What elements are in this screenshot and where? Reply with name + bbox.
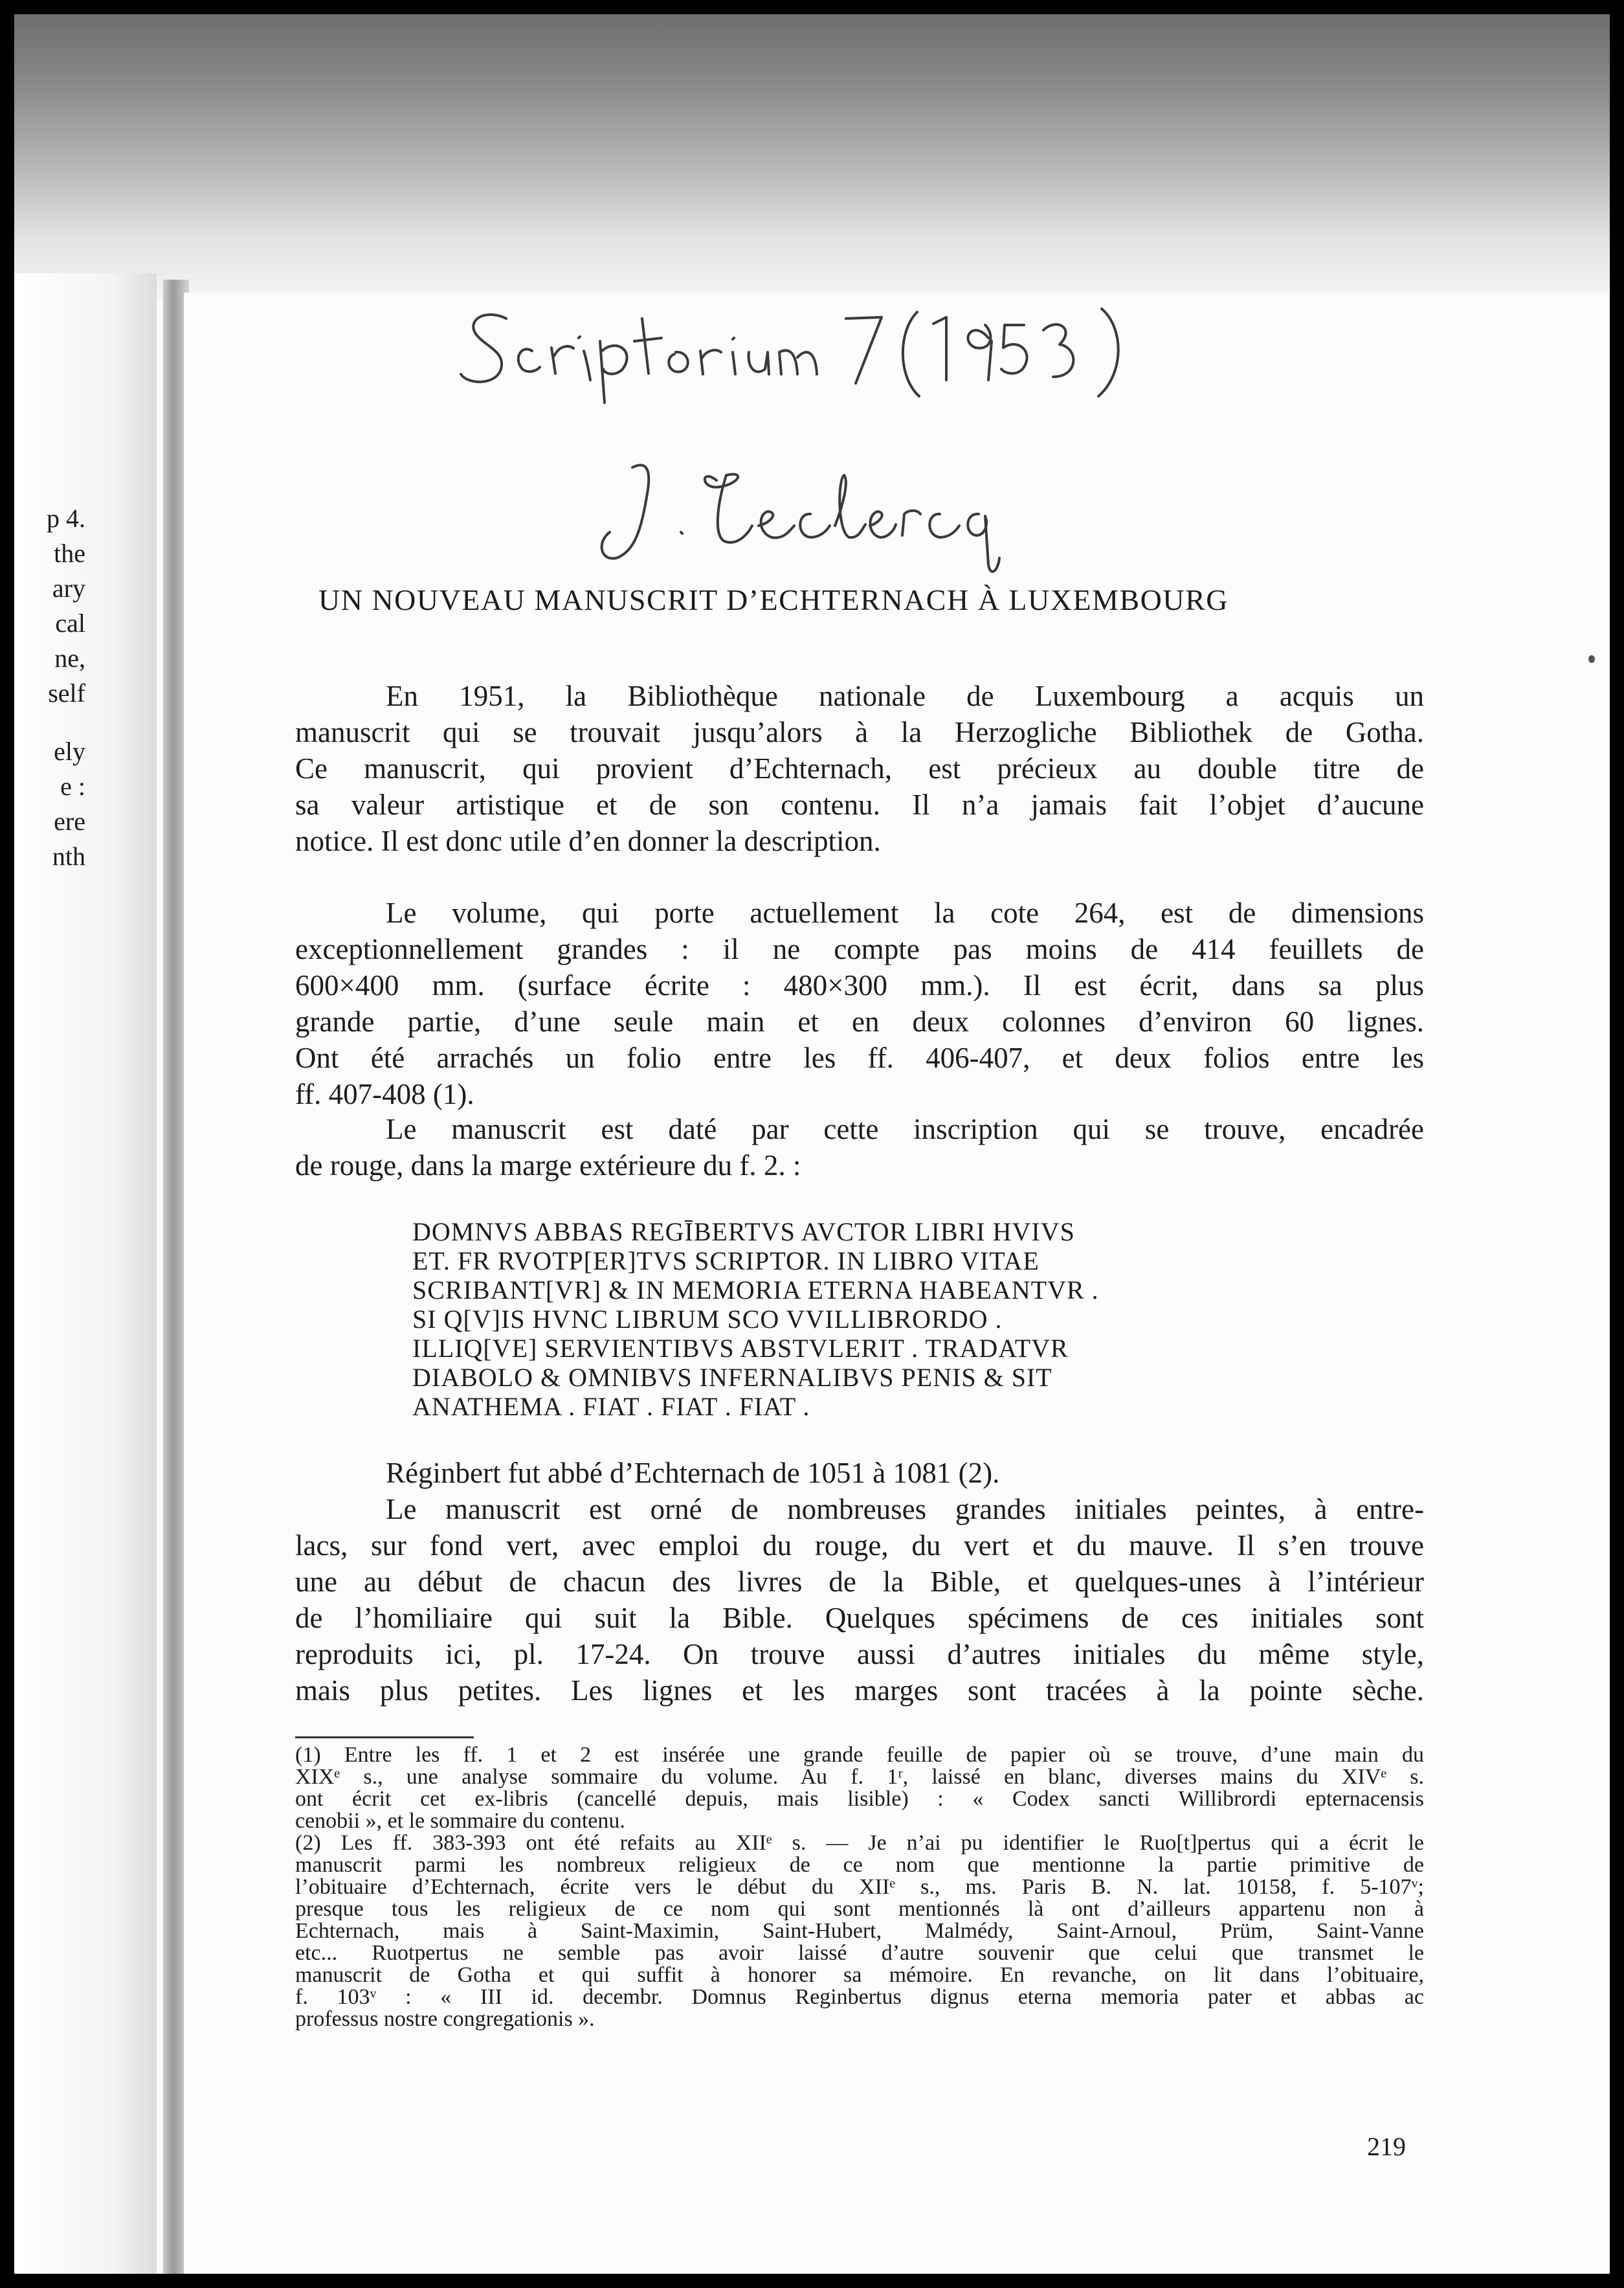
handwritten-source-note (461, 309, 1118, 403)
footnote-line: presque tous les religieux de ce nom qui sont mentionnés là ont d’ailleurs appartenu non à (295, 1897, 1424, 1921)
paragraph-2 (295, 895, 1424, 1112)
text-line: mais plus petites. Les lignes et les marges sont tracées à la pointe sèche. (295, 1674, 1424, 1707)
text-line: ff. 407-408 (1). (295, 1078, 474, 1110)
inscription-line: SI Q[V]IS HVNC LIBRUM SCO VVILLIBRORDO . (412, 1305, 1003, 1334)
left-fragment: ne, (54, 644, 85, 673)
inscription-line: SCRIBANT[VR] & IN MEMORIA ETERNA HABEANTVR . (412, 1275, 1099, 1305)
text-line: exceptionnellement grandes : il ne compte pas moins de 414 feuillets de (295, 933, 1424, 965)
text-line-content: Réginbert fut abbé d’Echternach de 1051 à 1081 (2). (386, 1457, 1000, 1489)
page-number: 219 (1367, 2132, 1406, 2161)
text-line: sa valeur artistique et de son contenu. Il n’a jamais fait l’objet d’aucune (295, 789, 1424, 821)
handwritten-annotations (14, 14, 1610, 597)
left-fragment (14, 711, 85, 734)
text-line: Ce manuscrit, qui provient d’Echternach, est précieux au double titre de (295, 752, 1424, 785)
footnote-line: l’obituaire d’Echternach, écrite vers le début du XIIᵉ s., ms. Paris B. N. lat. 10158, f. 5-107ᵛ; (295, 1875, 1424, 1899)
text-line (295, 1455, 1424, 1491)
left-fragment: ely (54, 737, 85, 766)
speck-mark (1588, 655, 1595, 663)
scan-area (14, 14, 1610, 2274)
footnote-line: manuscrit de Gotha et qui suffit à honorer sa mémoire. En revanche, on lit dans l’obituaire, (295, 1963, 1424, 1987)
text-line-content: Le manuscrit est orné de nombreuses grandes initiales peintes, à entre- (386, 1493, 1424, 1525)
paragraph-3 (295, 1111, 1424, 1183)
left-fragment: self (48, 679, 85, 708)
left-fragment: ere (54, 807, 85, 836)
inscription-line: ANATHEMA . FIAT . FIAT . FIAT . (412, 1392, 810, 1421)
text-line: grande partie, d’une seule main et en deux colonnes d’environ 60 lignes. (295, 1005, 1424, 1038)
footnote-line: cenobii », et le sommaire du contenu. (295, 1809, 625, 1833)
text-line-content: Le volume, qui porte actuellement la cote 264, est de dimensions (386, 897, 1424, 929)
footnote-line: professus nostre congregationis ». (295, 2007, 595, 2031)
footnote-line: XIXᵉ s., une analyse sommaire du volume. Au f. 1ʳ, laissé en blanc, diverses mains du XIVᵉ s. (295, 1765, 1424, 1789)
footnote-line: ont écrit cet ex-libris (cancellé depuis, mais lisible) : « Codex sancti Willibrordi epternacensis (295, 1787, 1424, 1811)
inscription-line: ILLIQ[VE] SERVIENTIBVS ABSTVLERIT . TRADATVR (412, 1334, 1069, 1363)
footnote-line: etc... Ruotpertus ne semble pas avoir laissé d’autre souvenir que celui que transmet le (295, 1941, 1424, 1965)
paragraph-1 (295, 678, 1424, 859)
footnote-line: (1) Entre les ff. 1 et 2 est insérée une grande feuille de papier où se trouve, d’une main du (295, 1743, 1424, 1767)
left-fragment: nth (52, 842, 85, 871)
footnote-line: (2) Les ff. 383-393 ont été refaits au XIIᵉ s. — Je n’ai pu identifier le Ruo[t]pertus qui a écrit le (295, 1831, 1424, 1855)
footnotes (295, 1744, 1424, 2030)
inscription-line: DIABOLO & OMNIBVS INFERNALIBVS PENIS & SIT (412, 1363, 1052, 1392)
text-line: reproduits ici, pl. 17-24. On trouve aussi d’autres initiales du même style, (295, 1638, 1424, 1670)
manuscript-inscription (412, 1217, 1318, 1421)
handwritten-author-note (602, 465, 999, 572)
footnote-line: manuscrit parmi les nombreux religieux de ce nom que mentionne la partie primitive de (295, 1853, 1424, 1877)
footnote-line: Echternach, mais à Saint-Maximin, Saint-Hubert, Malmédy, Saint-Arnoul, Prüm, Saint-Vanne (295, 1919, 1424, 1943)
paragraph-4 (295, 1455, 1424, 1491)
left-fragment: the (54, 539, 85, 568)
left-fragment: p 4. (47, 504, 85, 533)
text-line: de rouge, dans la marge extérieure du f. 2. : (295, 1149, 801, 1182)
text-line-content: Le manuscrit est daté par cette inscription qui se trouve, encadrée (386, 1113, 1424, 1145)
text-line: 600×400 mm. (surface écrite : 480×300 mm.). Il est écrit, dans sa plus (295, 969, 1424, 1002)
text-line: manuscrit qui se trouvait jusqu’alors à la Herzogliche Bibliothek de Gotha. (295, 716, 1424, 748)
text-line: lacs, sur fond vert, avec emploi du rouge, du vert et du mauve. Il s’en trouve (295, 1529, 1424, 1562)
text-line: notice. Il est donc utile d’en donner la description. (295, 825, 881, 857)
text-line: Ont été arrachés un folio entre les ff. 406-407, et deux folios entre les (295, 1042, 1424, 1074)
left-fragment: e : (60, 772, 85, 801)
left-fragment: ary (52, 574, 85, 603)
text-line (295, 1491, 1424, 1527)
text-line (295, 678, 1424, 714)
inscription-line: DOMNVS ABBAS REGĪBERTVS AVCTOR LIBRI HVIVS (412, 1217, 1075, 1246)
text-line: une au début de chacun des livres de la Bible, et quelques-unes à l’intérieur (295, 1565, 1424, 1598)
left-fragment: cal (55, 609, 85, 638)
footnote-separator (295, 1736, 474, 1738)
text-line (295, 895, 1424, 931)
text-line-content: En 1951, la Bibliothèque nationale de Luxembourg a acquis un (386, 680, 1424, 712)
text-line (295, 1111, 1424, 1147)
inscription-line: ET. FR RVOTP[ER]TVS SCRIPTOR. IN LIBRO VITAE (412, 1246, 1040, 1275)
text-line: de l’homiliaire qui suit la Bible. Quelques spécimens de ces initiales sont (295, 1602, 1424, 1634)
paragraph-5 (295, 1491, 1424, 1709)
footnote-line: f. 103ᵛ : « III id. decembr. Domnus Reginbertus dignus eterna memoria pater et abbas ac (295, 1985, 1424, 2009)
article-title: UN NOUVEAU MANUSCRIT D’ECHTERNACH À LUXEMBOURG (318, 583, 1229, 616)
